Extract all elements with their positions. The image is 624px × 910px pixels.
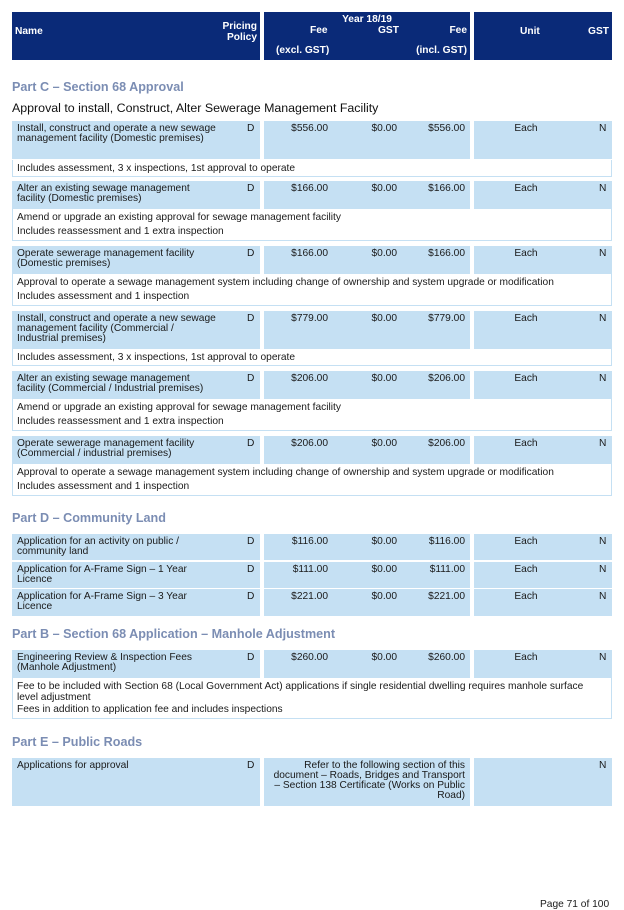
row-note-line: Includes assessment, 3 x inspections, 1st approval to operate [17,163,296,174]
row-pricing-policy: D [247,248,255,259]
header-fee-incl-bottom: (incl. GST) [416,45,467,56]
row-fee-incl: $779.00 [428,313,465,324]
header-pricing-policy: Pricing Policy [222,21,257,43]
row-gst-flag: N [599,248,607,259]
row-unit: Each [514,591,538,602]
row-name: Application for A-Frame Sign – 1 Year Licence [17,564,187,585]
row-note-line: Approval to operate a sewage management system including change of ownership and system upgrade or modification [17,467,554,478]
section-title-part-c: Part C – Section 68 Approval [12,80,184,94]
row-unit: Each [514,183,538,194]
header-unit: Unit [520,26,540,37]
row-gst: $0.00 [371,591,397,602]
row-pricing-policy: D [247,438,255,449]
row-pricing-policy: D [247,536,255,547]
row-fee-excl: $166.00 [291,183,328,194]
header-name-policy [12,12,260,60]
row-unit: Each [514,123,538,134]
row-fee-incl: $166.00 [428,183,465,194]
row-name: Application for A-Frame Sign – 3 Year Licence [17,591,187,612]
row-note-line: Includes assessment, 3 x inspections, 1st approval to operate [17,352,296,363]
row-note-line: Approval to operate a sewage management system including change of ownership and system upgrade or modification [17,277,554,288]
row-note-line: Fee to be included with Section 68 (Local Government Act) applications if single residential dwelling requires manhole surface level adjustment [17,681,584,703]
row-fee-excl: $166.00 [291,248,328,259]
row-gst-flag: N [599,438,607,449]
row-note-line: Amend or upgrade an existing approval for sewage management facility [17,402,341,413]
row-note-line: Includes assessment and 1 inspection [17,481,190,492]
header-year: Year 18/19 [342,14,392,25]
row-notes [12,464,612,496]
row-notes [12,399,612,431]
row-notes [12,209,612,241]
row-name: Alter an existing sewage management facility (Domestic premises) [17,183,190,204]
row-note-line: Fees in addition to application fee and includes inspections [17,704,283,715]
row-name: Application for an activity on public / community land [17,536,179,557]
row-gst: $0.00 [371,652,397,663]
row-note-line: Includes reassessment and 1 extra inspection [17,416,224,427]
row-fee-text: Refer to the following section of this document – Roads, Bridges and Transport – Section 138 Certificate (Works on Public Road) [273,760,465,801]
row-note-line: Amend or upgrade an existing approval for sewage management facility [17,212,341,223]
row-notes [12,349,612,366]
row-gst: $0.00 [371,248,397,259]
section-title-part-e: Part E – Public Roads [12,735,143,749]
header-gst: GST [378,25,399,36]
row-gst: $0.00 [371,438,397,449]
row-name: Alter an existing sewage management facility (Commercial / Industrial premises) [17,373,204,394]
row-name: Engineering Review & Inspection Fees (Manhole Adjustment) [17,652,192,673]
page-number: Page 71 of 100 [540,899,610,910]
row-unit: Each [514,313,538,324]
row-fee-excl: $111.00 [292,564,328,575]
row-pricing-policy: D [247,760,255,771]
row-unit: Each [514,564,538,575]
row-gst: $0.00 [371,183,397,194]
row-fee-incl: $116.00 [428,536,465,547]
row-gst-flag: N [599,591,607,602]
row-fee-incl: $166.00 [428,248,465,259]
row-note-line: Includes assessment and 1 inspection [17,291,190,302]
header-gst-flag: GST [588,26,609,37]
row-fee-excl: $221.00 [291,591,328,602]
row-fee-incl: $111.00 [429,564,465,575]
row-fee-incl: $221.00 [428,591,465,602]
row-gst-flag: N [599,760,607,771]
row-gst-flag: N [599,183,607,194]
row-fee-excl: $206.00 [291,373,328,384]
row-unit: Each [514,373,538,384]
section-title-part-d: Part D – Community Land [12,511,166,525]
row-unit: Each [514,438,538,449]
row-gst: $0.00 [371,373,397,384]
row-pricing-policy: D [247,123,255,134]
header-name: Name [15,26,43,37]
row-fee-incl: $206.00 [428,438,465,449]
header-fee-incl-top: Fee [449,25,467,36]
row-name: Install, construct and operate a new sewage management facility (Commercial / Industrial premises) [17,313,216,344]
header-fee-excl-bottom: (excl. GST) [276,45,330,56]
row-fee-excl: $779.00 [291,313,328,324]
row-unit-block [474,758,612,806]
row-gst-flag: N [599,313,607,324]
row-gst-flag: N [599,564,607,575]
row-pricing-policy: D [247,313,255,324]
row-pricing-policy: D [247,652,255,663]
row-name: Install, construct and operate a new sewage management facility (Domestic premises) [17,123,216,144]
header-fee-excl-top: Fee [310,25,328,36]
row-fee-incl: $206.00 [428,373,465,384]
row-gst: $0.00 [371,123,397,134]
row-unit: Each [514,536,538,547]
row-fee-excl: $116.00 [291,536,328,547]
row-fee-excl: $206.00 [291,438,328,449]
row-gst: $0.00 [371,313,397,324]
header-fees [264,12,470,60]
row-notes [12,678,612,719]
row-gst-flag: N [599,373,607,384]
row-name: Operate sewerage management facility (Commercial / industrial premises) [17,438,195,459]
row-fee-incl: $260.00 [428,652,465,663]
row-pricing-policy: D [247,373,255,384]
section-subtitle-part-c: Approval to install, Construct, Alter Sewerage Management Facility [12,101,379,115]
row-pricing-policy: D [247,591,255,602]
row-gst-flag: N [599,652,607,663]
row-pricing-policy: D [247,183,255,194]
row-name: Applications for approval [17,760,129,771]
row-note-line: Includes reassessment and 1 extra inspection [17,226,224,237]
row-unit: Each [514,652,538,663]
row-unit: Each [514,248,538,259]
row-gst: $0.00 [371,564,397,575]
row-gst-flag: N [599,536,607,547]
row-gst-flag: N [599,123,607,134]
section-title-part-b: Part B – Section 68 Application – Manhole Adjustment [12,627,336,641]
row-gst: $0.00 [371,536,397,547]
header-unit-gst [474,12,612,60]
row-notes [12,160,612,177]
row-fee-excl: $556.00 [291,123,328,134]
row-fee-excl: $260.00 [291,652,328,663]
row-fee-incl: $556.00 [428,123,465,134]
row-name: Operate sewerage management facility (Domestic premises) [17,248,195,269]
row-notes [12,274,612,306]
row-pricing-policy: D [247,564,255,575]
